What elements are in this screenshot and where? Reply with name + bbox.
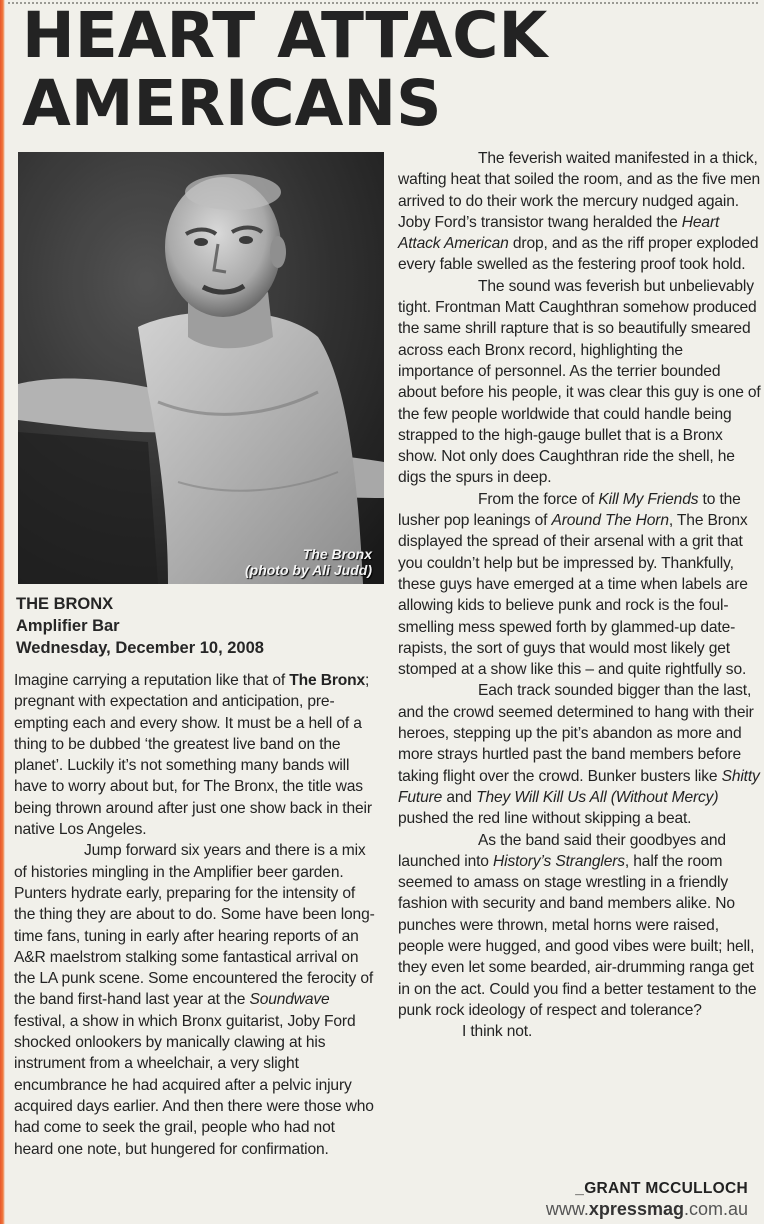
band-name-bold: The Bronx: [289, 672, 366, 689]
left-column: [14, 670, 376, 1160]
song-title: They Will Kill Us All (Without Mercy): [476, 788, 719, 806]
text-run: As the band said their goodbyes and launched into: [398, 831, 726, 870]
headline-line-1: HEART ATTACK: [22, 0, 548, 72]
text-run: pushed the red line without skipping a beat.: [398, 810, 692, 828]
paragraph-1: [14, 670, 376, 840]
band-photo: [18, 152, 384, 584]
song-title: Around The Horn: [551, 512, 669, 530]
song-title: Shitty Future: [398, 767, 760, 806]
text-run: , half the room seemed to amass on stage wrestling in a friendly fashion with security and band members alike. No punches were thrown, metal horns were raised, people were hugged, and good vibes were built; hell, they even let some bearded, air-drumming ranga get in on the act. Could you find a better testament to the punk rock ideology of respect and tolerance?: [398, 852, 757, 1019]
text-run: Each track sounded bigger than the last, and the crowd seemed determined to hang with their heroes, stepping up the pit’s abandon as more and more strays hurtled past the band members before taking flight over the crowd. Bunker busters like: [398, 682, 754, 785]
text-run: drop, and as the riff proper exploded every fable swelled as the festering proof took hold.: [398, 235, 759, 274]
headline: [22, 2, 547, 138]
text-run: From the force of: [478, 490, 599, 508]
paragraph-5: [398, 489, 762, 681]
text-run: Imagine carrying a reputation like that of: [14, 672, 290, 689]
right-column: [398, 148, 762, 1042]
paragraph-2: [14, 840, 376, 1159]
website-name: xpressmag: [588, 1199, 684, 1219]
photo-caption-credit: (photo by Ali Judd): [244, 562, 372, 578]
byline: [546, 1180, 748, 1220]
text-run: , The Bronx displayed the spread of their arsenal with a grit that you couldn’t help but be impressed by. Thankfully, these guys have emerged at a time when labels are allowing kids to believe punk and rock is the foul-smelling mess spewed forth by glammed-up date-rapists, the sort of guys that would most likely get stomped at a show like this – and quite rightfully so.: [398, 512, 748, 679]
venue-name: Amplifier Bar: [16, 617, 120, 635]
website-prefix: www.: [545, 1199, 589, 1219]
festival-name: Soundwave: [249, 991, 330, 1009]
text-run: and: [442, 788, 477, 806]
text-run: The feverish waited manifested in a thick, wafting heat that soiled the room, and as the five men arrived to do their work the mercury nudged again. Joby Ford’s transistor twang heralded the: [398, 150, 761, 231]
text-run: to the lusher pop leanings of: [398, 490, 741, 530]
band-name: THE BRONX: [16, 595, 114, 613]
paragraph-7: [398, 830, 762, 1022]
gig-date: Wednesday, December 10, 2008: [16, 639, 264, 657]
text-run: ; pregnant with expectation and anticipation, pre-empting each and every show. It must be a hell of a thing to be dubbed ‘the greatest live band on the planet’. Luckily it’s not something many bands will have to worry about but, for The Bronx, the title was being thrown around after just one show back in their native Los Angeles.: [14, 672, 372, 839]
website-link[interactable]: [546, 1198, 748, 1220]
song-title: Kill My Friends: [598, 490, 699, 508]
song-title: History’s Stranglers: [493, 852, 625, 870]
song-title: Heart Attack American: [398, 213, 720, 253]
gig-info: [16, 593, 376, 659]
page-edge-decoration: [0, 0, 5, 1224]
photo-caption: [245, 546, 372, 578]
photo-illustration: [18, 152, 384, 584]
author-name: _GRANT MCCULLOCH: [575, 1180, 748, 1197]
website-suffix: .com.au: [683, 1199, 748, 1219]
paragraph-4: The sound was feverish but unbelievably tight. Frontman Matt Caughthran somehow produced the same shrill rapture that is so beautifully smeared across each Bronx record, highlighting the importance of personnel. As the terrier bounded about before his people, it was clear this guy is one of the few people worldwide that could handle being strapped to the high-gauge bullet that is a Bronx show. Not only does Caughthran ride the shell, he digs the spurs in deep.: [398, 277, 761, 487]
text-run: festival, a show in which Bronx guitarist, Joby Ford shocked onlookers by manically clawing at his instrument from a wheelchair, a very slight encumbrance he had acquired after a pelvic injury acquired days earlier. And then there were those who had come to seek the grail, people who had not heard one note, but hungered for confirmation.: [14, 1012, 374, 1158]
text-run: Jump forward six years and there is a mix of histories mingling in the Amplifier beer garden. Punters hydrate early, preparing for the intensity of the thing they are about to do. Some have been long-time fans, tuning in early after hearing reports of an A&R maelstrom stalking some fantastical arrival on the LA punk scene. Some encountered the ferocity of the band first-hand last year at the: [14, 842, 375, 1009]
headline-line-2: AMERICANS: [22, 67, 442, 140]
paragraph-3: [398, 148, 762, 276]
paragraph-6: [398, 680, 762, 829]
closing-line: I think not.: [462, 1023, 533, 1041]
photo-caption-title: The Bronx: [302, 546, 372, 562]
